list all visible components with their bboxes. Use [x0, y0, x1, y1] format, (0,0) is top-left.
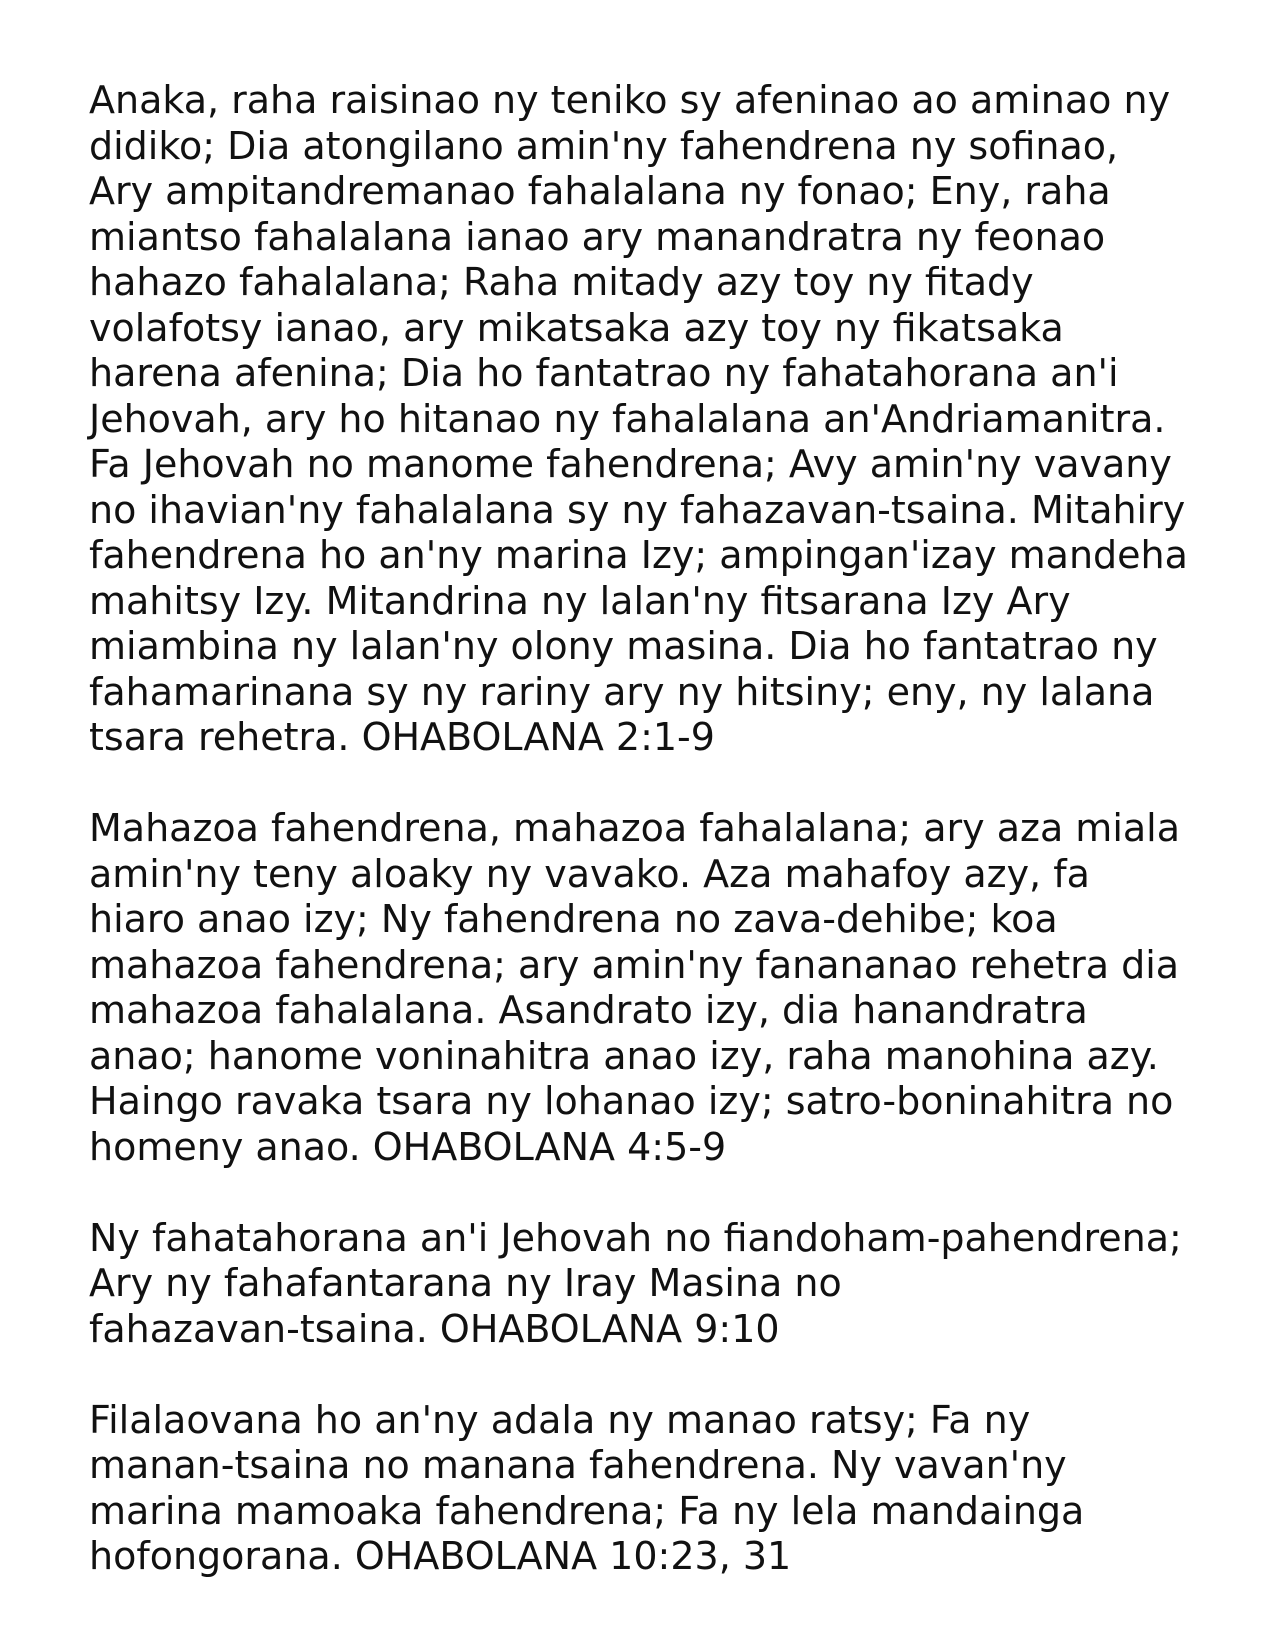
passage-proverbs-9: Ny fahatahorana an'i Jehovah no fiandoham-pahendrena; Ary ny fahafantarana ny Iray Masina no fahazavan-tsaina. OHABOLANA 9:10: [89, 1215, 1182, 1351]
passage-proverbs-10: Filalaovana ho an'ny adala ny manao ratsy; Fa ny manan-tsaina no manana fahendrena. Ny vavan'ny marina mamoaka fahendrena; Fa ny lela mandainga hofongorana. OHABOLANA 10:23, 31: [89, 1397, 1085, 1578]
passage-proverbs-2: Anaka, raha raisinao ny teniko sy afeninao ao aminao ny didiko; Dia atongilano amin'ny fahendrena ny sofinao, Ary ampitandremanao fahalalana ny fonao; Eny, raha miantso fahalalana ianao ary manandratra ny feonao hahazo fahalalana; Raha mitady azy toy ny fitady volafotsy ianao, ary mikatsaka azy toy ny fikatsaka harena afenina; Dia ho fantatrao ny fahatahorana an'i Jehovah, ary ho hitanao ny fahalalana an'Andriamanitra. Fa Jehovah no manome fahendrena; Avy amin'ny vavany no ihavian'ny fahalalana sy ny fahazavan-tsaina. Mitahiry fahendrena ho an'ny marina Izy; ampingan'izay mandeha mahitsy Izy. Mitandrina ny lalan'ny fitsarana Izy Ary miambina ny lalan'ny olony masina. Dia ho fantatrao ny fahamarinana sy ny rariny ary ny hitsiny; eny, ny lalana tsara rehetra. OHABOLANA 2:1-9: [89, 78, 1188, 759]
document-page: [89, 78, 1219, 1580]
passage-proverbs-4: Mahazoa fahendrena, mahazoa fahalalana; ary aza miala amin'ny teny aloaky ny vavako. Aza mahafoy azy, fa hiaro anao izy; Ny fahendrena no zava-dehibe; koa mahazoa fahendrena; ary amin'ny fanananao rehetra dia mahazoa fahalalana. Asandrato izy, dia hanandratra anao; hanome voninahitra anao izy, raha manohina azy. Haingo ravaka tsara ny lohanao izy; satro-boninahitra no homeny anao. OHABOLANA 4:5-9: [89, 806, 1181, 1169]
